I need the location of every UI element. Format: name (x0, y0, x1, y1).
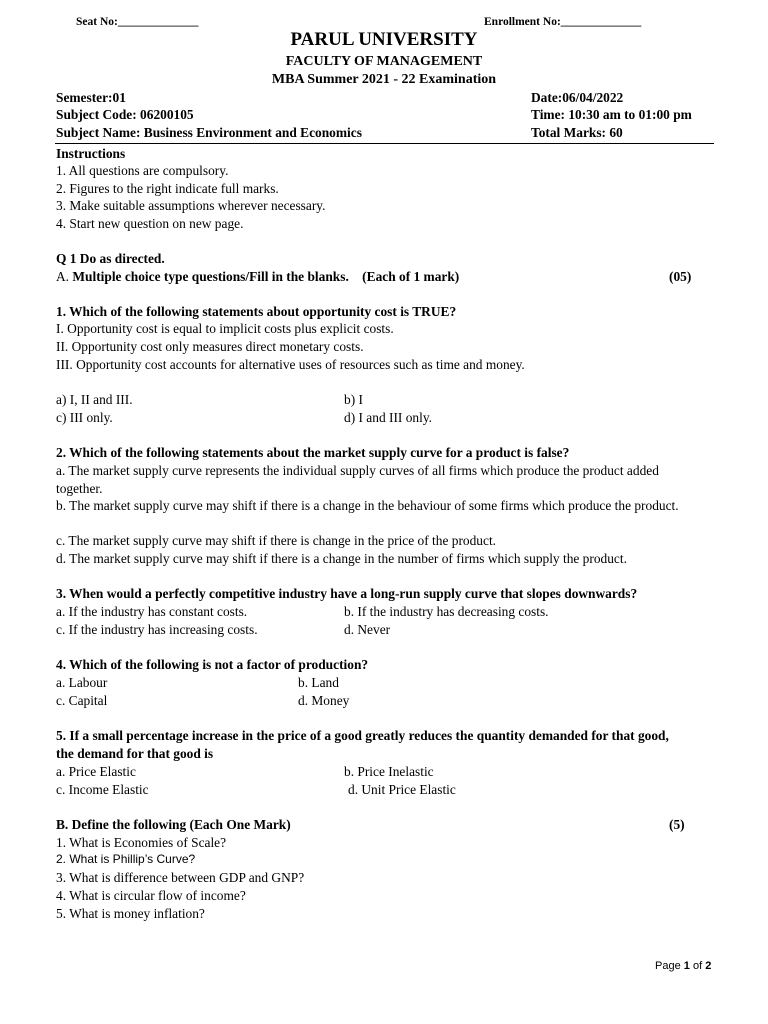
section-a-prefix: A. (56, 269, 70, 284)
mcq-option: d. Money (298, 693, 350, 708)
section-a-heading (56, 268, 459, 286)
mcq-option: b. Land (298, 675, 339, 690)
definition-item: 5. What is money inflation? (56, 906, 205, 921)
mcq-option: d. Unit Price Elastic (348, 782, 456, 797)
mcq-option: d. Never (344, 622, 391, 637)
mcq-statement: III. Opportunity cost accounts for alternative uses of resources such as time and money. (56, 357, 525, 372)
mcq-option: b) I (344, 392, 363, 407)
subject-code: Subject Code: 06200105 (56, 107, 194, 122)
definition-item: 1. What is Economies of Scale? (56, 835, 227, 850)
definition-item: 2. What is Phillip’s Curve? (56, 852, 196, 866)
section-b-title: B. Define the following (Each One Mark) (56, 817, 291, 832)
mcq-statement: I. Opportunity cost is equal to implicit costs plus explicit costs. (56, 321, 394, 336)
mcq-statement: b. The market supply curve may shift if there is a change in the behaviour of some firms which produce the product. (56, 498, 679, 513)
mcq-statement: d. The market supply curve may shift if there is a change in the number of firms which supply the product. (56, 551, 627, 566)
instruction-item: 2. Figures to the right indicate full marks. (56, 181, 279, 196)
section-a-title: Multiple choice type questions/Fill in the blanks. (Each of 1 mark) (72, 269, 460, 284)
definition-item: 3. What is difference between GDP and GNP? (56, 870, 305, 885)
mcq-option: a) I, II and III. (56, 392, 133, 407)
mcq-option: d) I and III only. (344, 410, 432, 425)
section-a-marks: (05) (669, 269, 692, 284)
subject-name: Subject Name: Business Environment and Economics (56, 125, 362, 140)
university-name: PARUL UNIVERSITY (290, 29, 478, 50)
enrollment-number-field: Enrollment No:______________ (484, 16, 642, 28)
exam-date: Date:06/04/2022 (531, 90, 624, 105)
instruction-item: 3. Make suitable assumptions wherever necessary. (56, 198, 326, 213)
faculty-name: FACULTY OF MANAGEMENT (285, 54, 483, 69)
header-divider (55, 143, 714, 144)
current-page: 1 (683, 960, 690, 972)
mcq-option: b. Price Inelastic (344, 764, 434, 779)
mcq-question-continued: the demand for that good is (56, 746, 214, 761)
total-pages: 2 (705, 960, 712, 972)
exam-title: MBA Summer 2021 - 22 Examination (271, 72, 497, 87)
mcq-option: a. Price Elastic (56, 764, 136, 779)
mcq-question: 1. Which of the following statements about opportunity cost is TRUE? (56, 304, 457, 319)
exam-time: Time: 10:30 am to 01:00 pm (531, 107, 692, 122)
mcq-statement: a. The market supply curve represents the individual supply curves of all firms which produce the product added together. (56, 463, 659, 496)
mcq-question: 5. If a small percentage increase in the price of a good greatly reduces the quantity demanded for that good, (56, 728, 669, 743)
mcq-question: 2. Which of the following statements about the market supply curve for a product is false? (56, 445, 570, 460)
semester: Semester:01 (56, 90, 126, 105)
mcq-option: c. Income Elastic (56, 782, 149, 797)
total-marks: Total Marks: 60 (531, 125, 623, 140)
mcq-statement: c. The market supply curve may shift if there is change in the price of the product. (56, 533, 497, 548)
definition-item: 4. What is circular flow of income? (56, 888, 246, 903)
seat-number-field: Seat No:______________ (76, 16, 199, 28)
mcq-statement: II. Opportunity cost only measures direct monetary costs. (56, 339, 364, 354)
instruction-item: 1. All questions are compulsory. (56, 163, 229, 178)
section-b-marks: (5) (669, 817, 685, 832)
mcq-question: 4. Which of the following is not a factor of production? (56, 657, 369, 672)
mcq-option: a. Labour (56, 675, 108, 690)
instructions-title: Instructions (56, 146, 126, 161)
of-word: of (692, 960, 703, 972)
mcq-option: b. If the industry has decreasing costs. (344, 604, 549, 619)
instruction-item: 4. Start new question on new page. (56, 216, 244, 231)
mcq-option: c. Capital (56, 693, 108, 708)
page-word: Page (655, 960, 681, 972)
mcq-option: a. If the industry has constant costs. (56, 604, 248, 619)
mcq-question: 3. When would a perfectly competitive industry have a long-run supply curve that slopes downwards? (56, 586, 638, 601)
question-1-title: Q 1 Do as directed. (56, 251, 165, 266)
mcq-option: c. If the industry has increasing costs. (56, 622, 258, 637)
mcq-option: c) III only. (56, 410, 113, 425)
page-number (655, 958, 711, 976)
